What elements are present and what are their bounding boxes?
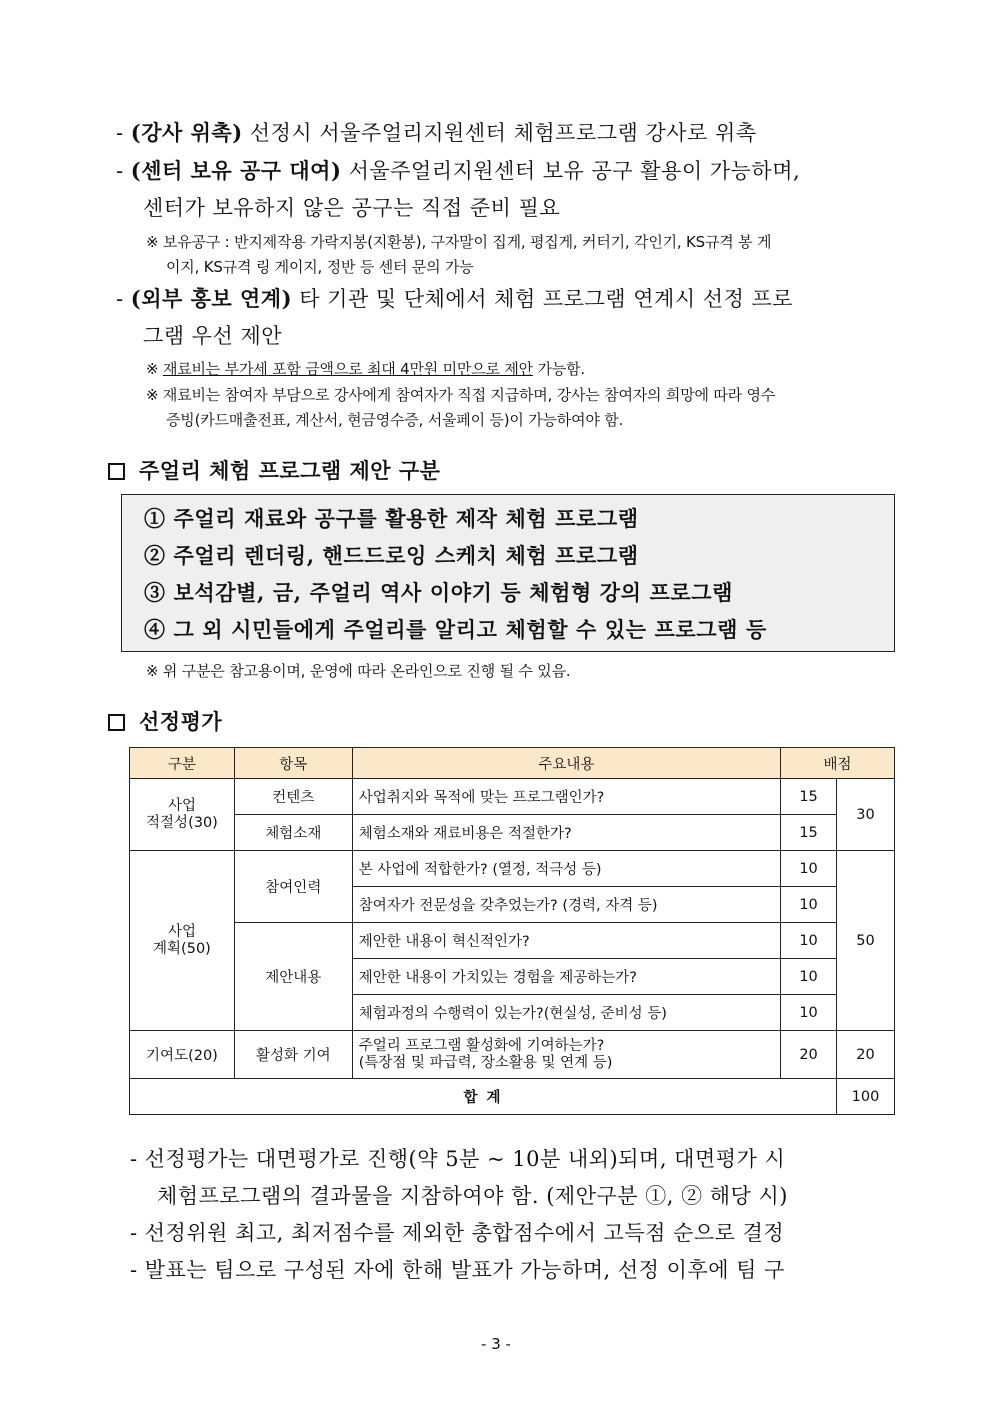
checkbox-square-icon	[108, 463, 125, 480]
group-suitability	[130, 779, 235, 851]
bottom-bullet-2: - 선정위원 최고, 최저점수를 제외한 총합점수에서 고득점 순으로 결정	[130, 1221, 785, 1245]
proposal-item-1: ① 주얼리 재료와 공구를 활용한 제작 체험 프로그램	[144, 506, 639, 531]
bullet-dash: -	[116, 287, 124, 311]
header-score: 배점	[781, 748, 895, 779]
item-material: 체험소재	[234, 815, 352, 851]
bottom-bullet-1-line1: - 선정평가는 대면평가로 진행(약 5분 ~ 10분 내외)되며, 대면평가 시	[130, 1147, 786, 1171]
header-item: 항목	[234, 748, 352, 779]
checkbox-square-icon	[108, 714, 125, 731]
proposal-box	[121, 494, 895, 652]
group-label-line2: 계획(50)	[153, 940, 211, 957]
group-total: 50	[837, 851, 895, 1031]
promo-label: (외부 홍보 연계)	[130, 286, 293, 311]
lecturer-text: 선정시 서울주얼리지원센터 체험프로그램 강사로 위촉	[242, 121, 757, 145]
table-row	[130, 815, 895, 851]
table-row	[130, 851, 895, 887]
row-content: 사업취지와 목적에 맞는 프로그램인가?	[352, 779, 780, 815]
proposal-title-text: 주얼리 체험 프로그램 제안 구분	[139, 458, 441, 483]
row-content: 제안한 내용이 혁신적인가?	[352, 923, 780, 959]
group-label-line1: 사업	[167, 797, 196, 814]
item-proposal: 제안내용	[234, 923, 352, 1031]
group-contribution: 기여도(20)	[130, 1031, 235, 1079]
bottom-bullet-3: - 발표는 팀으로 구성된 자에 한해 발표가 가능하며, 선정 이후에 팀 구	[130, 1258, 785, 1282]
item-activation: 활성화 기여	[234, 1031, 352, 1079]
proposal-section-title	[108, 455, 440, 485]
row-content: 참여자가 전문성을 갖추었는가? (경력, 자격 등)	[352, 887, 780, 923]
row-content: 제안한 내용이 가치있는 경험을 제공하는가?	[352, 959, 780, 995]
page-number: - 3 -	[481, 1335, 511, 1353]
row-content	[352, 1031, 780, 1079]
group-plan	[130, 851, 235, 1031]
item-manpower: 참여인력	[234, 851, 352, 923]
cost-note-rest: 가능함.	[532, 360, 585, 378]
total-label: 합 계	[130, 1079, 837, 1115]
total-score: 100	[837, 1079, 895, 1115]
group-total: 20	[837, 1031, 895, 1079]
group-label-line2: 적절성(30)	[146, 814, 218, 831]
item-contents: 컨텐츠	[234, 779, 352, 815]
evaluation-table	[129, 747, 895, 1115]
tools-bullet	[116, 155, 800, 185]
lecturer-bullet	[116, 117, 757, 147]
row-content: 체험소재와 재료비용은 적절한가?	[352, 815, 780, 851]
row-score: 15	[781, 779, 837, 815]
table-row	[130, 923, 895, 959]
row-content-line1: 주얼리 프로그램 활성화에 기여하는가?	[358, 1037, 605, 1054]
row-score: 20	[781, 1031, 837, 1079]
proposal-note: ※ 위 구분은 참고용이며, 운영에 따라 온라인으로 진행 될 수 있음.	[146, 662, 571, 680]
proposal-item-4: ④ 그 외 시민들에게 주얼리를 알리고 체험할 수 있는 프로그램 등	[144, 617, 767, 642]
tools-text-line2: 센터가 보유하지 않은 공구는 직접 준비 필요	[143, 196, 561, 220]
table-header-row	[130, 748, 895, 779]
row-content: 본 사업에 적합한가? (열정, 적극성 등)	[352, 851, 780, 887]
bullet-dash: -	[116, 121, 124, 145]
cost-note-2-line2: 증빙(카드매출전표, 계산서, 현금영수증, 서울페이 등)이 가능하여야 함.	[166, 411, 624, 429]
row-score: 10	[781, 995, 837, 1031]
table-total-row	[130, 1079, 895, 1115]
tools-note-line2: 이지, KS규격 링 게이지, 정반 등 센터 문의 가능	[166, 258, 474, 276]
header-content: 주요내용	[352, 748, 780, 779]
row-score: 10	[781, 959, 837, 995]
group-total: 30	[837, 779, 895, 851]
note-mark: ※	[146, 360, 163, 378]
group-label-line1: 사업	[167, 923, 196, 940]
evaluation-title-text: 선정평가	[139, 709, 223, 734]
promo-text-line2: 그램 우선 제안	[143, 324, 283, 348]
row-content: 체험과정의 수행력이 있는가?(현실성, 준비성 등)	[352, 995, 780, 1031]
row-score: 10	[781, 887, 837, 923]
bullet-dash: -	[116, 159, 124, 183]
header-category: 구분	[130, 748, 235, 779]
cost-note-1	[146, 358, 585, 379]
table-row	[130, 779, 895, 815]
proposal-item-2: ② 주얼리 렌더링, 핸드드로잉 스케치 체험 프로그램	[144, 543, 639, 568]
promo-text: 타 기관 및 단체에서 체험 프로그램 연계시 선정 프로	[292, 287, 794, 311]
row-content-line2: (특장점 및 파급력, 장소활용 및 연계 등)	[358, 1054, 613, 1071]
promo-bullet	[116, 283, 793, 313]
table-row	[130, 1031, 895, 1079]
bottom-bullet-1-line2: 체험프로그램의 결과물을 지참하여야 함. (제안구분 ①, ② 해당 시)	[157, 1184, 789, 1208]
proposal-item-3: ③ 보석감별, 금, 주얼리 역사 이야기 등 체험형 강의 프로그램	[144, 580, 733, 605]
tools-note-line1: ※ 보유공구 : 반지제작용 가락지봉(지환봉), 구자말이 집게, 평집게, 커터기, 각인기, KS규격 봉 게	[146, 233, 772, 251]
row-score: 10	[781, 923, 837, 959]
lecturer-label: (강사 위촉)	[130, 120, 243, 145]
row-score: 10	[781, 851, 837, 887]
evaluation-section-title	[108, 706, 222, 736]
tools-text: 서울주얼리지원센터 보유 공구 활용이 가능하며,	[341, 159, 801, 183]
row-score: 15	[781, 815, 837, 851]
tools-label: (센터 보유 공구 대여)	[130, 158, 342, 183]
cost-note-underlined: 재료비는 부가세 포함 금액으로 최대 4만원 미만으로 제안	[162, 360, 533, 378]
cost-note-2-line1: ※ 재료비는 참여자 부담으로 강사에게 참여자가 직접 지급하며, 강사는 참여자의 희망에 따라 영수	[146, 386, 776, 404]
